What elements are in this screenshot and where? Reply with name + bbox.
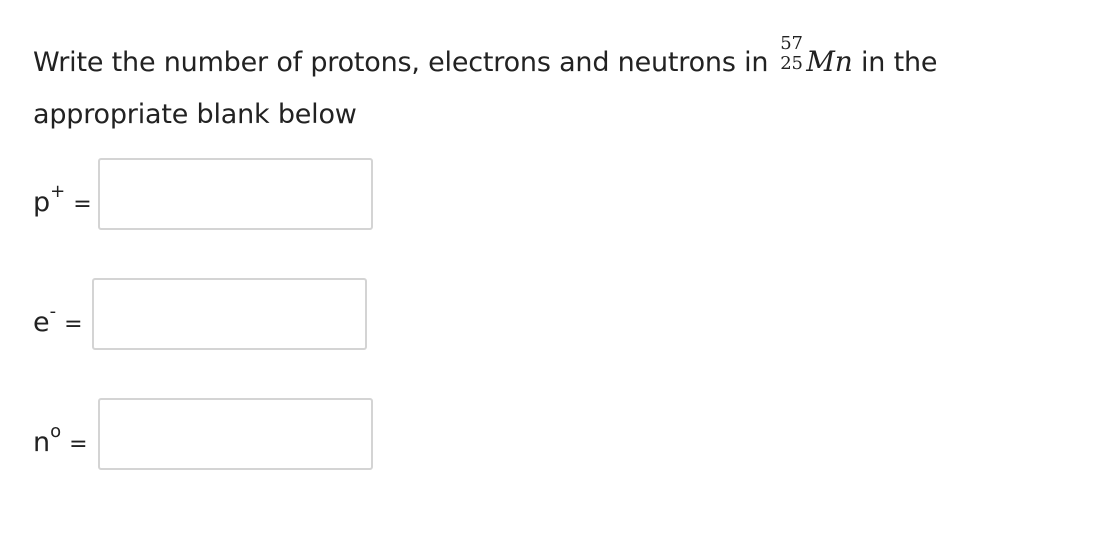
atomic-number: 25 bbox=[780, 53, 803, 74]
proton-label: p+= bbox=[33, 181, 92, 218]
equals-sign: = bbox=[73, 192, 92, 217]
element-symbol: Mn bbox=[806, 45, 853, 78]
proton-superscript: + bbox=[50, 181, 66, 202]
electron-label: e-= bbox=[33, 301, 83, 338]
protons-input[interactable] bbox=[98, 158, 373, 230]
electron-superscript: - bbox=[49, 301, 57, 322]
question-text-after: in the appropriate blank below bbox=[33, 47, 938, 130]
equals-sign: = bbox=[64, 312, 83, 337]
neutron-label: $n^o=$ bbox=[33, 421, 88, 458]
question-text-before: Write the number of protons, electrons and neutrons in bbox=[33, 47, 769, 78]
nuclide-notation bbox=[776, 33, 804, 75]
mass-number: 57 bbox=[780, 33, 803, 54]
electrons-input[interactable] bbox=[92, 278, 367, 350]
equals-sign: = bbox=[69, 432, 88, 457]
neutron-superscript: o bbox=[50, 421, 62, 442]
neutrons-input[interactable] bbox=[98, 398, 373, 470]
question-text bbox=[33, 33, 1073, 141]
